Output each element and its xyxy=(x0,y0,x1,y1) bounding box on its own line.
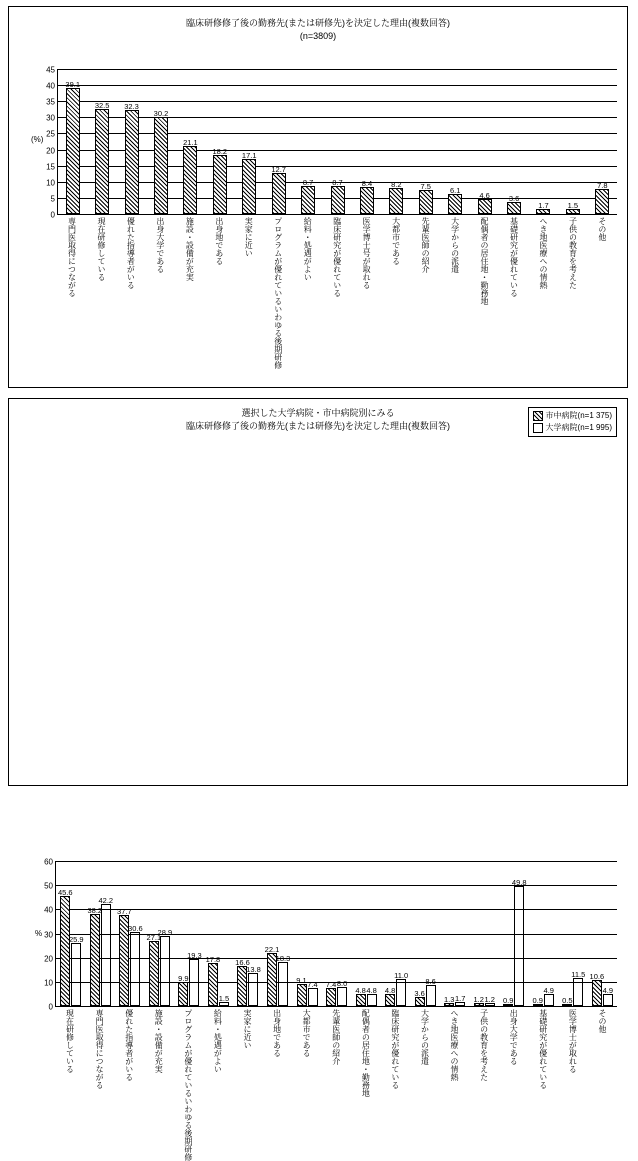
chart-subtitle-text: (n=3809) xyxy=(299,31,337,41)
bar-group xyxy=(145,861,175,1006)
x-axis-label xyxy=(411,217,440,369)
bar-value-label: 8.0 xyxy=(336,978,348,988)
bar-group xyxy=(499,69,528,214)
bar-group xyxy=(292,861,322,1006)
bar xyxy=(536,200,550,214)
bar xyxy=(241,150,257,214)
bar-group xyxy=(588,861,618,1006)
y-tick: 5 xyxy=(50,194,55,204)
bar xyxy=(325,980,337,1006)
x-axis-label xyxy=(263,217,292,369)
bar-value-label: 28.9 xyxy=(157,928,173,938)
bar-group xyxy=(176,69,205,214)
bar xyxy=(94,101,110,214)
x-axis-label xyxy=(234,217,263,369)
bar-value-label: 8.6 xyxy=(425,977,436,987)
bar-value-label: 17.1 xyxy=(241,150,257,160)
x-axis-label xyxy=(499,217,528,369)
bar xyxy=(484,995,495,1006)
x-axis-label xyxy=(529,217,558,369)
x-axis-label xyxy=(469,1009,499,1161)
chart-title-text: 臨床研修修了後の勤務先(または研修先)を決定した理由(複数回答) xyxy=(186,18,450,28)
x-axis-label-text: 大都市である xyxy=(391,217,401,265)
bar xyxy=(394,971,409,1006)
bar-group xyxy=(117,69,146,214)
x-axis-label-text: 子供の教育を考えた xyxy=(479,1009,489,1081)
bar-value-label: 18.3 xyxy=(275,953,291,963)
x-axis-label-text: 優れた指導者がいる xyxy=(126,217,136,289)
bar-group xyxy=(205,69,234,214)
x-axis-label-text: 施設・設備が充実 xyxy=(154,1009,164,1073)
bar xyxy=(443,994,455,1006)
chart-title-text: 選択した大学病院・市中病院別にみる xyxy=(241,408,395,418)
bar-group xyxy=(381,861,411,1006)
bar-series-top xyxy=(58,69,617,214)
bar xyxy=(360,178,374,214)
x-axis-label xyxy=(470,217,499,369)
bar-group xyxy=(86,861,116,1006)
x-axis-labels-bottom xyxy=(55,1009,617,1161)
bar-value-label: 6.1 xyxy=(449,186,461,196)
y-tick: 25 xyxy=(46,129,55,139)
bar xyxy=(275,953,291,1006)
bar xyxy=(478,191,492,214)
x-axis-label-text: 臨床研究が優れている xyxy=(390,1009,400,1089)
y-tick: 50 xyxy=(44,881,53,891)
x-axis-labels-top xyxy=(57,217,617,369)
bar xyxy=(246,964,261,1006)
bar xyxy=(128,924,143,1006)
x-axis-label xyxy=(380,1009,410,1161)
chart-legend xyxy=(528,407,617,437)
bar-group xyxy=(58,69,87,214)
chart-subtitle-text: 臨床研修修了後の勤務先(または研修先)を決定した理由(複数回答) xyxy=(186,421,450,431)
bar-group xyxy=(263,861,293,1006)
bar-group xyxy=(411,69,440,214)
bar xyxy=(507,194,521,214)
bar-value-label: 8.2 xyxy=(391,179,402,189)
y-tick: 35 xyxy=(46,97,55,107)
bar-value-label: 32.3 xyxy=(124,101,139,111)
bar-value-label: 11.0 xyxy=(394,971,409,981)
bar-value-label: 21.1 xyxy=(183,138,198,148)
bar-group xyxy=(558,861,588,1006)
bar-group xyxy=(529,861,559,1006)
legend-item-2 xyxy=(533,422,612,434)
x-axis-label xyxy=(293,217,322,369)
x-axis-label xyxy=(173,1009,203,1161)
bar-group xyxy=(382,69,411,214)
x-axis-label xyxy=(57,217,86,369)
x-axis-label-text: 医学博士号が取れる xyxy=(362,217,372,289)
x-axis-label-text: 実家に近い xyxy=(244,217,254,257)
x-axis-label-text: 出身大学である xyxy=(509,1009,519,1065)
bar xyxy=(503,995,514,1006)
x-axis-label xyxy=(292,1009,322,1161)
bar xyxy=(68,935,84,1006)
chart-title-top xyxy=(9,17,627,43)
x-axis-label-text: へき地医療への情熱 xyxy=(538,217,548,289)
y-tick: 15 xyxy=(46,162,55,172)
bar xyxy=(511,877,527,1006)
x-axis-label-text: その他 xyxy=(597,1009,607,1033)
x-axis-label xyxy=(114,1009,144,1161)
bar xyxy=(384,986,396,1006)
y-tick: 20 xyxy=(44,954,53,964)
bar xyxy=(414,989,425,1006)
bar-group xyxy=(529,69,558,214)
x-axis-label-text: 配偶者の居住地・勤務地 xyxy=(361,1009,371,1097)
y-tick: 45 xyxy=(46,65,55,75)
x-axis-label xyxy=(204,217,233,369)
bar xyxy=(355,986,366,1006)
bar-value-label: 39.1 xyxy=(65,80,81,90)
bar-group xyxy=(323,69,352,214)
y-tick: 20 xyxy=(46,146,55,156)
bar-value-label: 4.8 xyxy=(355,986,366,996)
bar-value-label: 42.2 xyxy=(98,896,114,906)
y-axis-label-top: (%) xyxy=(31,135,44,144)
chart-panel-bottom xyxy=(8,398,628,1161)
x-axis-label xyxy=(351,1009,381,1161)
x-axis-label xyxy=(587,1009,617,1161)
x-axis-label xyxy=(145,217,174,369)
bar-group xyxy=(146,69,175,214)
bar-value-label: 37.7 xyxy=(117,906,132,916)
bar-value-label: 30.2 xyxy=(153,108,169,118)
bar-group xyxy=(440,861,470,1006)
bar-group xyxy=(322,861,352,1006)
x-axis-label xyxy=(55,1009,85,1161)
bar xyxy=(562,996,573,1006)
bar xyxy=(571,970,586,1006)
bar-value-label: 7.8 xyxy=(597,180,608,190)
x-axis-label-text: 施設・設備が充実 xyxy=(185,217,195,281)
x-axis-label-text: 現在研修している xyxy=(96,217,106,281)
bar-value-label: 18.2 xyxy=(212,147,228,157)
bar xyxy=(124,101,139,214)
y-tick: 10 xyxy=(44,978,53,988)
x-axis-label-text: 出身地である xyxy=(272,1009,282,1057)
bar-group xyxy=(174,861,204,1006)
plot-area-top xyxy=(46,65,617,220)
bar-value-label: 22.1 xyxy=(264,944,280,954)
bar-value-label: 8.7 xyxy=(302,177,314,187)
y-tick: 0 xyxy=(48,1002,53,1012)
bar-group xyxy=(499,861,529,1006)
bar-value-label: 30.6 xyxy=(128,924,143,934)
plot-area-bottom xyxy=(44,857,617,1012)
bar-group xyxy=(115,861,145,1006)
bar xyxy=(218,994,230,1006)
bar xyxy=(296,976,307,1006)
y-tick: 40 xyxy=(44,905,53,915)
bar xyxy=(157,928,173,1006)
bar xyxy=(183,138,198,214)
x-axis-label xyxy=(116,217,145,369)
legend-label: 大学病院(n=1 995) xyxy=(545,423,612,432)
bar-group xyxy=(470,69,499,214)
x-axis-label xyxy=(322,217,351,369)
x-axis-label-text: プログラムが優れているいわゆる後期研修 xyxy=(183,1009,193,1161)
x-axis-label xyxy=(262,1009,292,1161)
x-axis-label-text: 専門医取得につながる xyxy=(67,217,77,297)
y-tick: 10 xyxy=(46,178,55,188)
bar-value-label: 16.6 xyxy=(235,957,250,967)
bar-value-label: 19.3 xyxy=(187,951,202,961)
bar-value-label: 0.9 xyxy=(532,995,543,1005)
bar-value-label: 9.1 xyxy=(296,976,307,986)
x-axis-label xyxy=(85,1009,115,1161)
bar xyxy=(389,179,403,214)
x-axis-label xyxy=(144,1009,174,1161)
bar-group xyxy=(352,69,381,214)
bar-value-label: 7.5 xyxy=(420,181,431,191)
bar-group xyxy=(235,69,264,214)
bar xyxy=(65,80,81,214)
legend-label: 市中病院(n=1 375) xyxy=(545,411,612,420)
bar-value-label: 10.6 xyxy=(589,972,605,982)
bar xyxy=(454,993,466,1006)
bar-value-label: 1.7 xyxy=(454,993,466,1003)
bar xyxy=(271,165,286,214)
bar xyxy=(87,905,103,1006)
x-axis-label-text: 大学からの派遣 xyxy=(420,1009,430,1065)
bar xyxy=(331,177,345,214)
bar-value-label: 17.8 xyxy=(205,954,221,964)
x-axis-label-text: 出身大学である xyxy=(155,217,165,273)
bar-group xyxy=(558,69,587,214)
bar-group xyxy=(410,861,440,1006)
y-tick: 30 xyxy=(46,113,55,123)
x-axis-label-text: 先輩医師の紹介 xyxy=(421,217,431,273)
bar-value-label: 49.8 xyxy=(511,877,527,887)
bar-series-bottom xyxy=(56,861,617,1006)
bar-value-label: 4.9 xyxy=(602,986,614,996)
bar-value-label: 8.4 xyxy=(361,178,373,188)
x-axis-label-text: 現在研修している xyxy=(65,1009,75,1073)
bar xyxy=(532,995,543,1006)
y-tick: 0 xyxy=(50,210,55,220)
bar-group xyxy=(204,861,234,1006)
y-tick: 40 xyxy=(46,81,55,91)
x-axis-label xyxy=(558,1009,588,1161)
bar xyxy=(178,974,189,1006)
x-axis-label-text: 優れた指導者がいる xyxy=(124,1009,134,1081)
y-tick: 60 xyxy=(44,857,53,867)
bar-value-label: 25.9 xyxy=(68,935,84,945)
x-axis-label xyxy=(587,217,616,369)
x-axis-label xyxy=(203,1009,233,1161)
bar xyxy=(448,186,462,214)
bar-group xyxy=(264,69,293,214)
bar xyxy=(212,147,228,214)
bar xyxy=(543,986,554,1006)
bar-value-label: 7.4 xyxy=(307,980,318,990)
bar xyxy=(301,177,315,214)
x-axis-label-text: へき地医療への情熱 xyxy=(450,1009,460,1081)
chart-panel-top xyxy=(8,6,628,388)
x-axis-label-text: 先輩医師の紹介 xyxy=(331,1009,341,1065)
bar-value-label: 32.5 xyxy=(94,101,110,111)
x-axis-label xyxy=(410,1009,440,1161)
bar-value-label: 3.6 xyxy=(414,989,425,999)
bar-value-label: 38.2 xyxy=(87,905,103,915)
bar-value-label: 1.5 xyxy=(218,994,230,1004)
x-axis-label xyxy=(440,1009,470,1161)
bar-value-label: 4.8 xyxy=(366,986,377,996)
bar xyxy=(589,972,605,1006)
x-axis-label-text: 出身地である xyxy=(214,217,224,265)
x-axis-label-text: その他 xyxy=(597,217,607,241)
bar-value-label: 0.5 xyxy=(562,996,573,1005)
bar-group xyxy=(469,861,499,1006)
x-axis-label xyxy=(232,1009,262,1161)
x-axis-label-text: 基礎研究が優れている xyxy=(538,1009,548,1089)
bar-value-label: 1.3 xyxy=(443,994,455,1004)
bar-value-label: 13.8 xyxy=(246,964,261,974)
bar-value-label: 1.2 xyxy=(484,995,495,1005)
bar-group xyxy=(440,69,469,214)
bar xyxy=(602,986,614,1006)
bar xyxy=(187,951,202,1006)
x-axis-label-text: 給料・処遇がよい xyxy=(303,217,313,281)
x-axis-label-text: 子供の教育を考えた xyxy=(568,217,578,289)
x-axis-label-text: 大学からの派遣 xyxy=(450,217,460,273)
x-axis-label xyxy=(381,217,410,369)
y-tick: 30 xyxy=(44,930,53,939)
bar-value-label: 12.7 xyxy=(271,165,286,175)
x-axis-label xyxy=(440,217,469,369)
bar-group xyxy=(588,69,617,214)
bar xyxy=(595,180,609,214)
x-axis-label xyxy=(352,217,381,369)
x-axis-label xyxy=(175,217,204,369)
bar xyxy=(307,980,318,1006)
bar-value-label: 1.2 xyxy=(473,995,484,1005)
bar-value-label: 8.7 xyxy=(332,177,343,187)
bar-value-label: 4.6 xyxy=(479,191,490,201)
legend-item-1 xyxy=(533,410,612,422)
x-axis-label-text: 基礎研究が優れている xyxy=(509,217,519,297)
bar xyxy=(425,977,436,1006)
x-axis-label-text: 実家に近い xyxy=(243,1009,252,1049)
x-axis-label xyxy=(558,217,587,369)
bar-value-label: 7.4 xyxy=(325,980,337,990)
bar xyxy=(98,896,114,1006)
x-axis-label-text: 給料・処遇がよい xyxy=(213,1009,223,1073)
bar xyxy=(153,108,169,214)
bar xyxy=(419,181,433,214)
x-axis-label-text: 配偶者の居住地・勤務地 xyxy=(480,217,490,305)
bar-group xyxy=(351,861,381,1006)
bar xyxy=(57,887,73,1006)
bar xyxy=(336,978,348,1006)
x-axis-label-text: 大都市である xyxy=(302,1009,312,1057)
x-axis-label xyxy=(528,1009,558,1161)
y-axis-label-bottom: % xyxy=(35,929,43,938)
bar-value-label: 3.6 xyxy=(508,194,520,204)
bar-value-label: 1.5 xyxy=(567,201,579,211)
bar-value-label: 0.9 xyxy=(503,995,514,1005)
bar xyxy=(473,995,484,1006)
bar-value-label: 27.1 xyxy=(146,932,162,942)
bar-value-label: 9.9 xyxy=(178,974,189,984)
bar-value-label: 45.6 xyxy=(57,887,73,897)
bar-group xyxy=(293,69,322,214)
bar-group xyxy=(87,69,116,214)
bar-group xyxy=(233,861,263,1006)
bar-value-label: 11.5 xyxy=(571,970,586,980)
bar-group xyxy=(56,861,86,1006)
legend-swatch-cross-icon xyxy=(533,411,543,421)
x-axis-label-text: プログラムが優れているいわゆる後期研修 xyxy=(273,217,283,369)
bar xyxy=(146,932,162,1006)
x-axis-label-text: 専門医取得につながる xyxy=(95,1009,105,1089)
bar xyxy=(566,201,580,214)
x-axis-label xyxy=(321,1009,351,1161)
bar-value-label: 4.9 xyxy=(543,986,554,996)
bar-value-label: 1.7 xyxy=(538,200,549,210)
legend-swatch-plain-icon xyxy=(533,423,543,433)
x-axis-label-text: 臨床研究が優れている xyxy=(332,217,342,297)
bar xyxy=(366,986,377,1006)
bar-value-label: 4.8 xyxy=(384,986,396,996)
x-axis-label-text: 医学博士が取れる xyxy=(568,1009,578,1073)
x-axis-label xyxy=(86,217,115,369)
x-axis-label xyxy=(499,1009,529,1161)
bar xyxy=(205,954,221,1006)
